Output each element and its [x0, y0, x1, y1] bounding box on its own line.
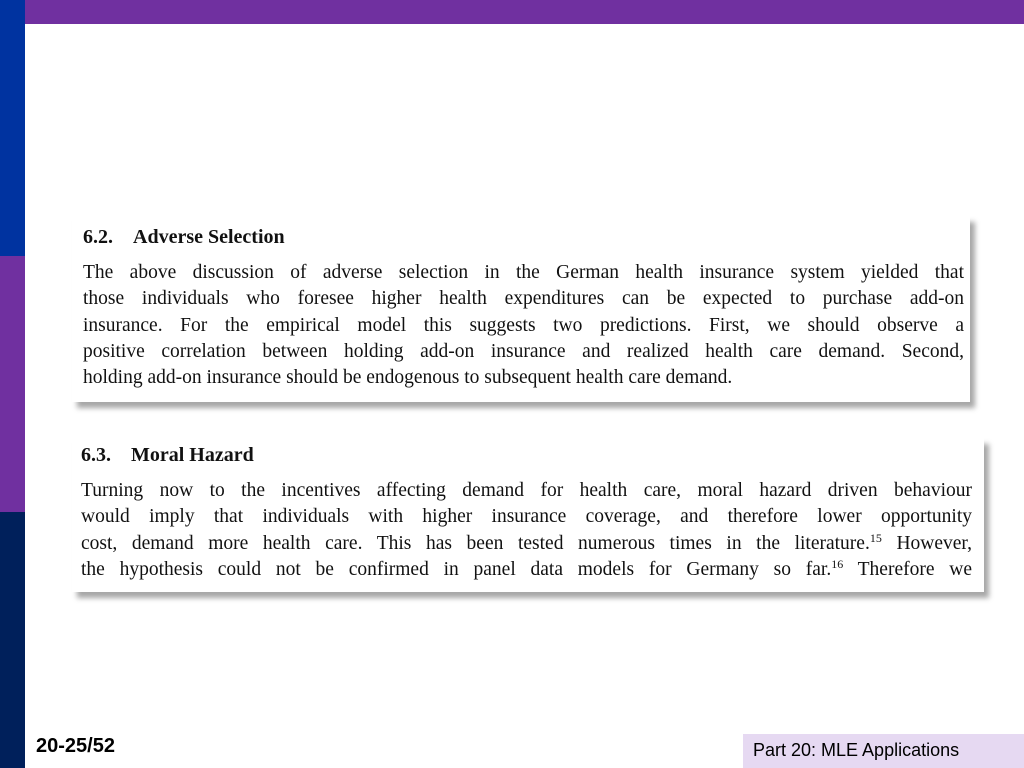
left-bar-segment-bottom: [0, 512, 25, 768]
section-title: Moral Hazard: [131, 444, 254, 466]
paragraph-line: those individuals who foresee higher health expenditures can be expected to purchase add-on: [83, 288, 964, 310]
footer-title-box: [743, 734, 1024, 768]
line-text: cost, demand more health care. This has been tested numerous times in the literature.: [81, 532, 870, 554]
section-number: 6.3.: [81, 444, 111, 466]
line-text: the hypothesis could not be confirmed in panel data models for Germany so far.: [81, 558, 832, 580]
top-accent-bar: [0, 0, 1024, 24]
left-bar-segment-middle: [0, 256, 25, 512]
paragraph-line: [81, 531, 972, 557]
footnote-marker: 15: [869, 530, 882, 545]
section-paragraph: [83, 260, 964, 391]
excerpt-moral-hazard: [72, 438, 984, 592]
line-text: Therefore we: [843, 558, 972, 580]
left-accent-bar: [0, 0, 25, 768]
slide-number: 20-25/52: [36, 735, 115, 757]
paragraph-line: The above discussion of adverse selection in the German health insurance system yielded that: [83, 262, 964, 283]
section-paragraph: [81, 478, 972, 583]
left-bar-segment-top: [0, 0, 25, 256]
paragraph-line: positive correlation between holding add-on insurance and realized health care demand. Second,: [83, 340, 964, 362]
footer-title: Part 20: MLE Applications: [753, 740, 960, 760]
excerpt-adverse-selection: [72, 216, 970, 402]
paragraph-line: [81, 557, 972, 583]
section-number: 6.2.: [83, 226, 113, 248]
paragraph-line: Turning now to the incentives affecting demand for health care, moral hazard driven behaviour: [81, 480, 972, 501]
line-text: However,: [881, 532, 973, 554]
paragraph-line: would imply that individuals with higher insurance coverage, and therefore lower opportunity: [81, 506, 972, 528]
paragraph-line: insurance. For the empirical model this suggests two predictions. First, we should observe a: [83, 314, 964, 336]
section-heading: [83, 224, 964, 250]
section-title: Adverse Selection: [133, 226, 285, 248]
paragraph-line: holding add-on insurance should be endogenous to subsequent health care demand.: [83, 367, 733, 389]
section-heading: [81, 442, 972, 468]
footnote-marker: 16: [831, 556, 844, 571]
